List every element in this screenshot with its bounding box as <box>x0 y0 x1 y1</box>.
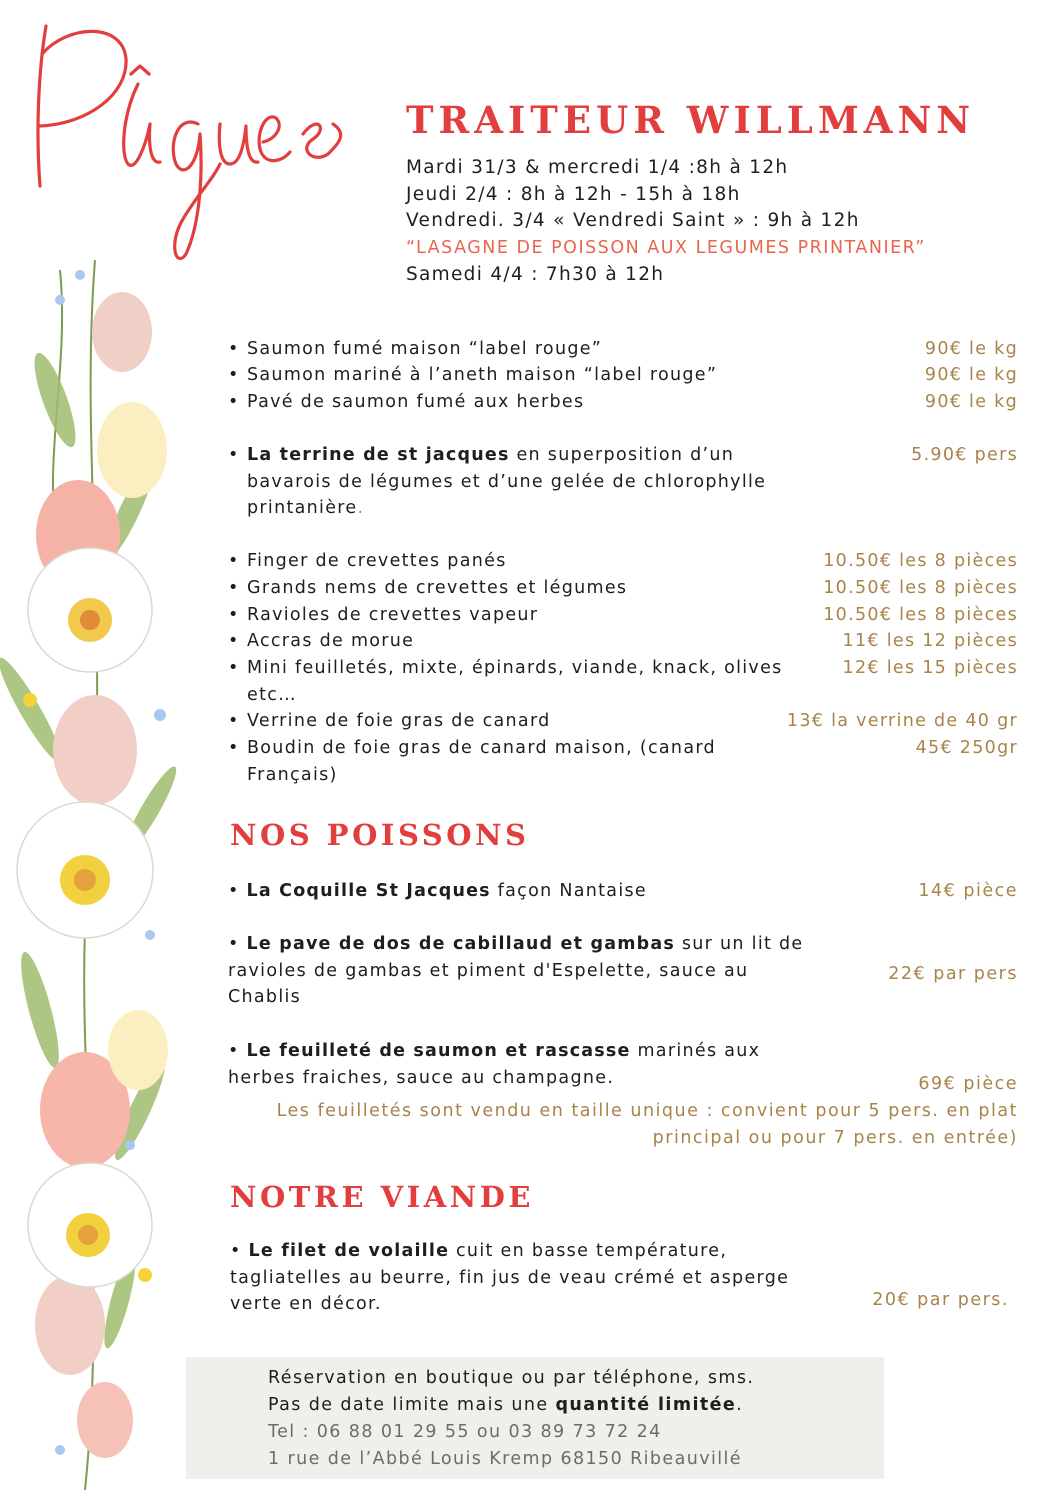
menu-item <box>228 708 1018 735</box>
item-text: ravioles de gambas et piment d'Espelette, sauce au <box>228 960 749 981</box>
hours-line: Vendredi. 3/4 « Vendredi Saint » : 9h à 12h <box>406 210 860 232</box>
bullet: • <box>228 881 240 901</box>
paques-script-title <box>28 14 348 264</box>
menu-item-feuillete <box>228 1038 848 1091</box>
menu-item <box>228 389 1018 416</box>
item-text: bavarois de légumes et d’une gelée de chlorophylle <box>247 471 767 492</box>
item-name: Verrine de foie gras de canard <box>247 711 551 731</box>
item-name-cont: Français) <box>247 764 338 785</box>
item-price: 12€ les 15 pièces <box>842 658 1018 678</box>
item-description <box>247 655 783 708</box>
bullet: • <box>228 631 240 651</box>
menu-item <box>228 548 1018 575</box>
hours-line: Mardi 31/3 & mercredi 1/4 :8h à 12h <box>406 157 789 178</box>
bullet: • <box>228 711 240 731</box>
menu-item <box>228 655 1018 709</box>
item-name: Finger de crevettes panés <box>247 551 507 571</box>
item-text: verte en décor. <box>230 1294 382 1315</box>
menu-item-terrine <box>228 442 1018 522</box>
item-name: Pavé de saumon fumé aux herbes <box>247 392 585 412</box>
item-price: 11€ les 12 pièces <box>842 631 1018 651</box>
menu-item <box>228 575 1018 602</box>
menu-item <box>228 336 1018 363</box>
reservation-line: Réservation en boutique ou par téléphone, sms. <box>268 1368 755 1388</box>
bullet: • <box>228 738 240 758</box>
item-price: 69€ pièce <box>918 1074 1018 1094</box>
item-price: 45€ 250gr <box>915 738 1018 758</box>
item-name: Le feuilleté de saumon et rascasse <box>246 1041 631 1061</box>
item-name: Ravioles de crevettes vapeur <box>247 605 539 625</box>
hours-line: Samedi 4/4 : 7h30 à 12h <box>406 263 665 285</box>
item-description <box>247 442 766 522</box>
menu-item-volaille <box>230 1238 840 1318</box>
opening-hours <box>406 155 926 289</box>
reservation-line <box>268 1392 754 1419</box>
phone-numbers: Tel : 06 88 01 29 55 ou 03 89 73 72 24 <box>268 1422 662 1442</box>
bullet: • <box>228 445 240 465</box>
item-price: 10.50€ les 8 pièces <box>823 551 1018 571</box>
item-text: printanière <box>247 498 358 519</box>
menu-item <box>228 735 1018 789</box>
item-description <box>247 735 716 788</box>
feuillete-note <box>277 1098 1018 1152</box>
limited-quantity: quantité limitée <box>555 1395 737 1415</box>
item-name: La terrine de st jacques <box>247 445 510 465</box>
item-name: Boudin de foie gras de canard maison, (canard <box>247 738 716 758</box>
note-line: Les feuilletés sont vendu en taille unique : convient pour 5 pers. en plat <box>276 1101 1018 1121</box>
item-text: Chablis <box>228 987 302 1008</box>
address: 1 rue de l’Abbé Louis Kremp 68150 Ribeauvillé <box>268 1449 742 1469</box>
hours-line: Jeudi 2/4 : 8h à 12h - 15h à 18h <box>406 183 741 205</box>
item-text-dot: . <box>357 498 365 519</box>
item-price: 90€ le kg <box>924 392 1018 412</box>
item-name: Saumon mariné à l’aneth maison “label rouge” <box>247 365 718 385</box>
item-price: 10.50€ les 8 pièces <box>823 605 1018 625</box>
bullet: • <box>230 1241 242 1261</box>
item-name-cont: etc… <box>247 684 297 705</box>
item-name: Mini feuilletés, mixte, épinards, viande, knack, olives <box>247 658 783 678</box>
bullet: • <box>228 578 240 598</box>
note-line: principal ou pour 7 pers. en entrée) <box>652 1128 1018 1148</box>
bullet: • <box>228 934 240 954</box>
item-name: Accras de morue <box>247 631 415 651</box>
menu-item-pave <box>228 931 838 1011</box>
item-name: Le filet de volaille <box>248 1241 450 1261</box>
item-text: façon Nantaise <box>490 881 647 901</box>
item-price: 14€ pièce <box>918 881 1018 901</box>
bullet: • <box>228 392 240 412</box>
section-title-meat: NOTRE VIANDE <box>230 1180 534 1214</box>
item-name: Grands nems de crevettes et légumes <box>247 578 628 598</box>
item-text: cuit en basse température, <box>449 1241 728 1261</box>
item-text: marinés aux <box>630 1041 761 1061</box>
bullet: • <box>228 605 240 625</box>
reservation-box <box>186 1357 884 1479</box>
item-price: 22€ par pers <box>888 964 1018 984</box>
menu-item <box>228 602 1018 629</box>
item-price: 90€ le kg <box>924 339 1018 359</box>
item-price: 5.90€ pers <box>911 445 1018 465</box>
item-text: tagliatelles au beurre, fin jus de veau crémé et asperge <box>230 1267 790 1288</box>
item-name: La Coquille St Jacques <box>246 881 491 901</box>
bullet: • <box>228 339 240 359</box>
reservation-text-part: . <box>736 1395 744 1415</box>
item-price: 10.50€ les 8 pièces <box>823 578 1018 598</box>
floral-decoration <box>0 250 190 1497</box>
item-text: herbes fraiches, sauce au champagne. <box>228 1067 615 1088</box>
item-price: 13€ la verrine de 40 gr <box>786 711 1018 731</box>
item-text: en superposition d’un <box>509 445 735 465</box>
item-price: 90€ le kg <box>924 365 1018 385</box>
item-text: sur un lit de <box>675 934 804 954</box>
reservation-text-part: Pas de date limite mais une <box>268 1395 556 1415</box>
section-title-fish: NOS POISSONS <box>230 818 530 852</box>
menu-item <box>228 628 1018 655</box>
reservation-text <box>268 1365 754 1473</box>
brand-title: TRAITEUR WILLMANN <box>406 98 976 142</box>
menu-item <box>228 362 1018 389</box>
menu-item-coquille <box>228 878 808 905</box>
bullet: • <box>228 1041 240 1061</box>
item-name: Saumon fumé maison “label rouge” <box>247 339 603 359</box>
bullet: • <box>228 365 240 385</box>
item-price: 20€ par pers. <box>872 1290 1009 1310</box>
bullet: • <box>228 551 240 571</box>
item-name: Le pave de dos de cabillaud et gambas <box>246 934 675 954</box>
special-dish: “LASAGNE DE POISSON AUX LEGUMES PRINTANIER” <box>406 238 926 259</box>
bullet: • <box>228 658 240 678</box>
